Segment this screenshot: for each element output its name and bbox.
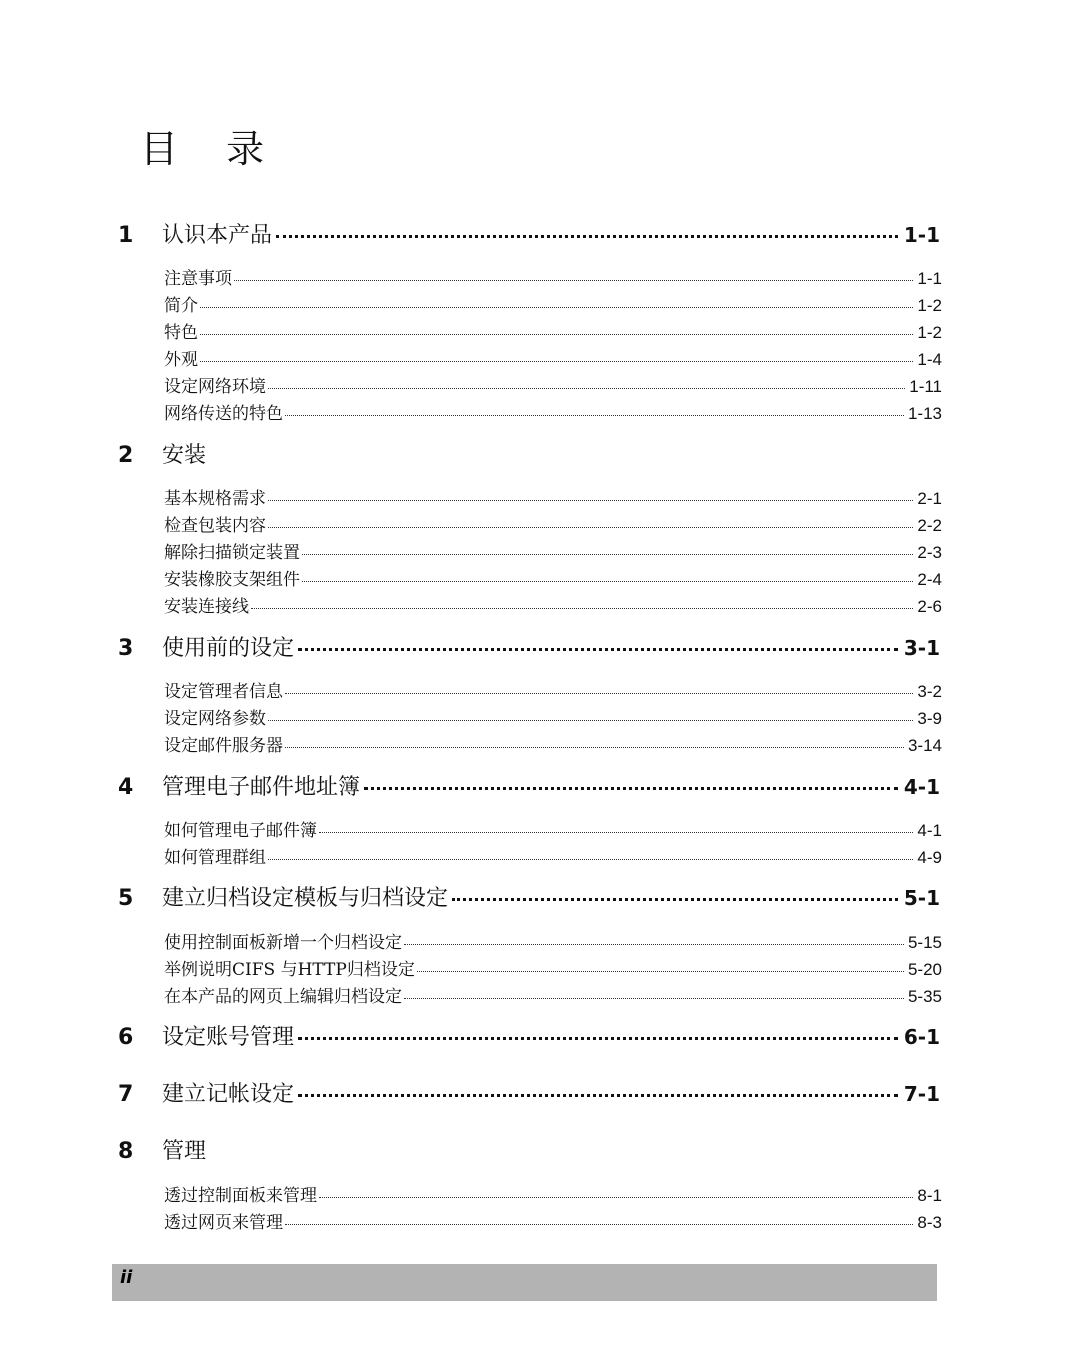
toc-entry[interactable]: [164, 399, 942, 423]
entry-page-number: 2-2: [917, 516, 942, 535]
dot-leader: [302, 581, 913, 582]
entry-title: 简介: [164, 296, 198, 316]
page-title: 目 录: [140, 127, 283, 171]
dot-leader: [417, 971, 904, 972]
toc-entry[interactable]: [164, 816, 942, 840]
toc-chapter-4[interactable]: [118, 770, 940, 804]
entry-title: 安装橡胶支架组件: [164, 570, 300, 590]
entry-title: 检查包装内容: [164, 516, 266, 536]
chapter-number: 3: [118, 636, 134, 661]
toc-entry[interactable]: [164, 565, 942, 589]
entry-page-number: 5-35: [907, 987, 942, 1006]
entry-title: 设定邮件服务器: [164, 736, 283, 756]
chapter-number: 7: [118, 1082, 134, 1107]
toc-entry[interactable]: [164, 677, 942, 701]
chapter-number: 5: [118, 886, 134, 911]
chapter-title: 建立归档设定模板与归档设定: [162, 886, 449, 911]
dot-leader: [285, 747, 904, 748]
entry-page-number: 1-1: [917, 269, 942, 288]
chapter-title: 认识本产品: [162, 223, 273, 248]
toc-entry[interactable]: [164, 592, 942, 616]
entry-page-number: 5-15: [907, 933, 942, 952]
dot-leader: [302, 554, 913, 555]
chapter-page-number: 5-1: [903, 886, 940, 910]
toc-entry[interactable]: [164, 955, 942, 979]
entry-title: 解除扫描锁定装置: [164, 543, 300, 563]
toc-entry[interactable]: [164, 538, 942, 562]
entry-title: 如何管理电子邮件簿: [164, 821, 317, 841]
dot-leader: [268, 500, 913, 501]
footer-page-number: ii: [120, 1267, 133, 1288]
entry-title: 网络传送的特色: [164, 404, 283, 424]
toc-entry[interactable]: [164, 1181, 942, 1205]
toc-chapter-6[interactable]: [118, 1020, 940, 1054]
toc-chapter-5[interactable]: [118, 881, 940, 915]
dot-leader: [200, 307, 913, 308]
entry-title: 透过控制面板来管理: [164, 1186, 317, 1206]
entry-page-number: 1-11: [909, 377, 942, 396]
toc-entry[interactable]: [164, 928, 942, 952]
dot-leader: [298, 648, 898, 651]
chapter-number: 8: [118, 1139, 134, 1164]
entry-page-number: 1-2: [917, 323, 942, 342]
toc-chapter-7[interactable]: [118, 1077, 940, 1111]
dot-leader: [268, 720, 913, 721]
chapter-title: 管理: [162, 1139, 207, 1164]
toc-entry[interactable]: [164, 484, 942, 508]
chapter-title: 建立记帐设定: [162, 1082, 295, 1107]
dot-leader: [285, 415, 904, 416]
entry-page-number: 1-2: [917, 296, 942, 315]
entry-page-number: 4-9: [917, 848, 942, 867]
entry-page-number: 1-13: [907, 404, 942, 423]
chapter-number: 1: [118, 223, 134, 248]
entry-page-number: 8-1: [917, 1186, 942, 1205]
toc-chapter-8[interactable]: [118, 1134, 940, 1168]
dot-leader: [268, 527, 913, 528]
entry-title: 安装连接线: [164, 597, 249, 617]
toc-entry[interactable]: [164, 372, 942, 396]
entry-title: 外观: [164, 350, 198, 370]
dot-leader: [404, 944, 904, 945]
entry-title: 如何管理群组: [164, 848, 266, 868]
dot-leader: [276, 235, 898, 238]
chapter-number: 6: [118, 1025, 134, 1050]
toc-entry[interactable]: [164, 982, 942, 1006]
chapter-page-number: 1-1: [903, 223, 940, 247]
dot-leader: [234, 280, 913, 281]
dot-leader: [319, 1197, 913, 1198]
toc-entry[interactable]: [164, 291, 942, 315]
entry-page-number: 2-1: [917, 489, 942, 508]
entry-title: 举例说明CIFS 与HTTP归档设定: [164, 960, 415, 980]
entry-page-number: 3-2: [917, 682, 942, 701]
entry-page-number: 3-14: [907, 736, 942, 755]
entry-page-number: 1-4: [917, 350, 942, 369]
dot-leader: [251, 608, 913, 609]
entry-page-number: 2-3: [917, 543, 942, 562]
dot-leader: [452, 898, 898, 901]
entry-page-number: 2-4: [917, 570, 942, 589]
chapter-title: 安装: [162, 443, 207, 468]
chapter-page-number: 3-1: [903, 636, 940, 660]
toc-entry[interactable]: [164, 511, 942, 535]
dot-leader: [298, 1094, 898, 1097]
entry-title: 在本产品的网页上编辑归档设定: [164, 987, 402, 1007]
dot-leader: [285, 693, 913, 694]
chapter-page-number: 6-1: [903, 1025, 940, 1049]
toc-entry[interactable]: [164, 843, 942, 867]
toc-entry[interactable]: [164, 1208, 942, 1232]
chapter-page-number: 4-1: [903, 775, 940, 799]
chapter-number: 2: [118, 443, 134, 468]
dot-leader: [200, 334, 913, 335]
toc-entry[interactable]: [164, 704, 942, 728]
entry-page-number: 2-6: [917, 597, 942, 616]
dot-leader: [268, 859, 913, 860]
entry-page-number: 5-20: [907, 960, 942, 979]
entry-title: 透过网页来管理: [164, 1213, 283, 1233]
toc-entry[interactable]: [164, 345, 942, 369]
entry-title: 设定网络环境: [164, 377, 266, 397]
toc-chapter-3[interactable]: [118, 631, 940, 665]
dot-leader: [364, 787, 898, 790]
dot-leader: [319, 832, 913, 833]
entry-page-number: 3-9: [917, 709, 942, 728]
toc-chapter-1[interactable]: [118, 218, 940, 252]
chapter-title: 使用前的设定: [162, 636, 295, 661]
dot-leader: [268, 388, 905, 389]
toc-chapter-2[interactable]: [118, 438, 940, 472]
footer-bar: [112, 1264, 937, 1301]
toc-entry[interactable]: [164, 318, 942, 342]
entry-title: 基本规格需求: [164, 489, 266, 509]
dot-leader: [285, 1224, 913, 1225]
toc-entry[interactable]: [164, 264, 942, 288]
entry-title: 特色: [164, 323, 198, 343]
chapter-title: 设定账号管理: [162, 1025, 295, 1050]
entry-title: 设定网络参数: [164, 709, 266, 729]
entry-page-number: 4-1: [917, 821, 942, 840]
toc-entry[interactable]: [164, 731, 942, 755]
entry-title: 注意事项: [164, 269, 232, 289]
dot-leader: [200, 361, 913, 362]
entry-title: 使用控制面板新增一个归档设定: [164, 933, 402, 953]
chapter-title: 管理电子邮件地址簿: [162, 775, 361, 800]
dot-leader: [298, 1037, 898, 1040]
dot-leader: [404, 998, 904, 999]
entry-page-number: 8-3: [917, 1213, 942, 1232]
chapter-page-number: 7-1: [903, 1082, 940, 1106]
entry-title: 设定管理者信息: [164, 682, 283, 702]
chapter-number: 4: [118, 775, 134, 800]
